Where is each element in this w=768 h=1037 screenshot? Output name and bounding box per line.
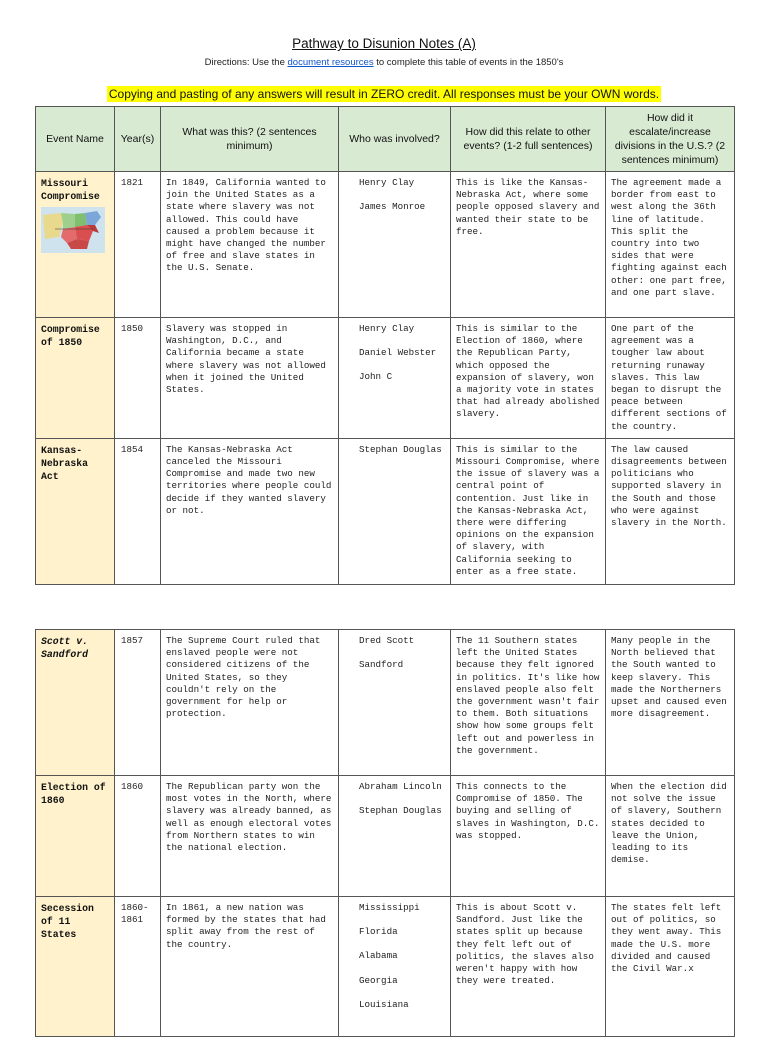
- relate-cell: This connects to the Compromise of 1850. The buying and selling of slaves in Washington, D.C. was stopped.: [451, 776, 606, 897]
- what-cell: The Republican party won the most votes in the North, where slavery was already banned, as well as enough electoral votes from Northern states to win the national election.: [161, 776, 339, 897]
- relate-cell: This is similar to the Missouri Compromise, where the issue of slavery was a central point of contention. Just like in the Kansas-Nebraska Act, there were differing opinions on the expansion of slavery, with California seeking to enter as a free state.: [451, 438, 606, 584]
- person-name: Stephan Douglas: [359, 443, 442, 455]
- year-cell: 1860-1861: [115, 897, 161, 1037]
- event-name-cell: Kansas-Nebraska Act: [36, 438, 115, 584]
- person-name: Abraham Lincoln: [359, 781, 442, 792]
- state-name: Florida: [359, 926, 398, 938]
- person-name: Dred Scott: [359, 635, 415, 646]
- state-name: Mississippi: [359, 902, 420, 913]
- relate-cell: This is about Scott v. Sandford. Just like the states split up because they felt left out of politics, the slaves also weren't happy with how they were treated.: [451, 897, 606, 1037]
- what-cell: In 1861, a new nation was formed by the states that had split away from the rest of the country.: [161, 897, 339, 1037]
- what-cell: In 1849, California wanted to join the United States as a state where slavery was not allowed. This could have caused a problem because it might have changed the number of free and slave states in the U.S. Senate.: [161, 172, 339, 318]
- header-escalate: How did it escalate/increase divisions in the U.S.? (2 sentences minimum): [606, 107, 735, 172]
- relate-cell: The 11 Southern states left the United States because they felt ignored in politics. It's like how enslaved people also felt the government wasn't fair to them. Both situations show how some groups felt left out and powerless in the government.: [451, 630, 606, 776]
- header-who: Who was involved?: [339, 107, 451, 172]
- warning-text: Copying and pasting of any answers will result in ZERO credit. All responses must be your OWN words.: [108, 87, 660, 101]
- person-name: Daniel Webster: [359, 347, 437, 359]
- table-row: [36, 897, 735, 1037]
- who-cell: [339, 438, 451, 584]
- event-name-cell: Secession of 11 States: [36, 897, 115, 1037]
- year-cell: 1821: [115, 172, 161, 318]
- events-table-page-2: [35, 629, 735, 1037]
- escalate-cell: The states felt left out of politics, so they went away. This made the U.S. more divided and caused the Civil War.x: [606, 897, 735, 1037]
- directions-text: [0, 57, 768, 68]
- event-name-cell: Election of 1860: [36, 776, 115, 897]
- year-cell: 1850: [115, 318, 161, 439]
- table-row: [36, 438, 735, 584]
- escalate-cell: One part of the agreement was a tougher law about returning runaway slaves. This law began to disrupt the peace between different sections of the country.: [606, 318, 735, 439]
- table-row: [36, 172, 735, 318]
- table-row: [36, 776, 735, 897]
- relate-cell: This is like the Kansas-Nebraska Act, where some people opposed slavery and wanted their state to be free.: [451, 172, 606, 318]
- header-what: What was this? (2 sentences minimum): [161, 107, 339, 172]
- escalate-cell: When the election did not solve the issue of slavery, Southern states decided to leave the Union, leading to its demise.: [606, 776, 735, 897]
- header-years: Year(s): [115, 107, 161, 172]
- who-cell: [339, 630, 451, 776]
- event-name-cell: [36, 172, 115, 318]
- header-relate: How did this relate to other events? (1-2 full sentences): [451, 107, 606, 172]
- table-row: [36, 318, 735, 439]
- person-name: Henry Clay: [359, 323, 415, 334]
- directions-suffix: to complete this table of events in the 1850's: [373, 57, 564, 68]
- document-resources-link[interactable]: document resources: [287, 57, 374, 68]
- year-cell: 1854: [115, 438, 161, 584]
- state-name: Georgia: [359, 974, 398, 986]
- person-name: James Monroe: [359, 201, 426, 213]
- event-name: Missouri Compromise: [41, 178, 100, 202]
- who-cell: [339, 897, 451, 1037]
- header-event-name: Event Name: [36, 107, 115, 172]
- what-cell: The Supreme Court ruled that enslaved people were not considered citizens of the United States, so they couldn't rely on the government for help or protection.: [161, 630, 339, 776]
- event-name-cell: Compromise of 1850: [36, 318, 115, 439]
- page-title: Pathway to Disunion Notes (A): [292, 36, 476, 51]
- person-name: Stephan Douglas: [359, 805, 442, 817]
- state-name: Louisiana: [359, 998, 409, 1010]
- person-name: John C: [359, 371, 393, 383]
- missouri-compromise-map-image: [41, 207, 105, 253]
- warning-banner: [0, 87, 768, 101]
- event-name-cell: Scott v. Sandford: [36, 630, 115, 776]
- who-cell: [339, 776, 451, 897]
- escalate-cell: The agreement made a border from east to west along the 36th line of latitude. This split the country into two sides that were fighting against each other: one part free, and one part slave.: [606, 172, 735, 318]
- directions-prefix: Directions: Use the: [204, 57, 288, 68]
- table-row: [36, 630, 735, 776]
- person-name: Sandford: [359, 659, 404, 671]
- relate-cell: This is similar to the Election of 1860, where the Republican Party, which opposed the expansion of slavery, won a majority vote in states that had already abolished slavery.: [451, 318, 606, 439]
- who-cell: [339, 318, 451, 439]
- who-cell: [339, 172, 451, 318]
- year-cell: 1857: [115, 630, 161, 776]
- escalate-cell: The law caused disagreements between politicians who supported slavery in the South and those who were against slavery in the North.: [606, 438, 735, 584]
- events-table-page-1: [35, 106, 735, 585]
- table-header-row: [36, 107, 735, 172]
- what-cell: The Kansas-Nebraska Act canceled the Missouri Compromise and made two new territories where people could decide if they wanted slavery or not.: [161, 438, 339, 584]
- escalate-cell: Many people in the North believed that the South wanted to keep slavery. This made the Northerners upset and caused even more disagreement.: [606, 630, 735, 776]
- state-name: Alabama: [359, 950, 398, 962]
- year-cell: 1860: [115, 776, 161, 897]
- person-name: Henry Clay: [359, 177, 415, 188]
- what-cell: Slavery was stopped in Washington, D.C., and California became a state where slavery was not allowed when it joined the United States.: [161, 318, 339, 439]
